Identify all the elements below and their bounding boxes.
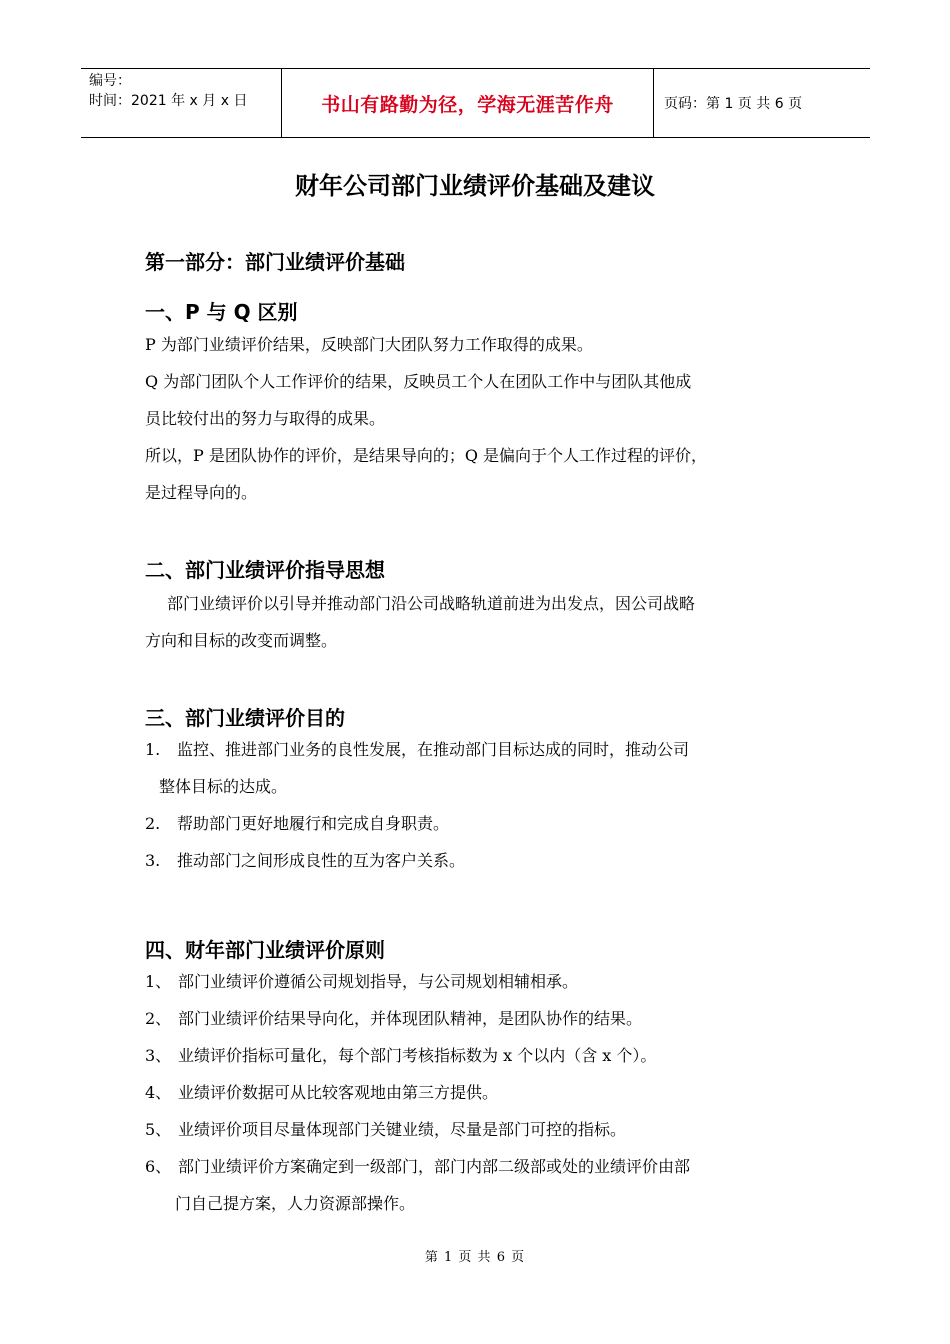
section2-line2: 方向和目标的改变而调整。 — [145, 631, 338, 650]
list-item-continuation: 整体目标的达成。 — [159, 777, 288, 796]
list-item — [145, 963, 825, 1000]
list-item-continuation: 门自己提方案，人力资源部操作。 — [175, 1194, 416, 1213]
list-item — [145, 1000, 825, 1037]
list-item — [145, 731, 825, 768]
header-page-cell — [654, 69, 870, 137]
list-item-number: 6、 — [145, 1157, 172, 1176]
list-item-number: 3、 — [145, 1046, 172, 1065]
list-item — [145, 1037, 825, 1074]
section1-p3-line1: 所以，P 是团队协作的评价，是结果导向的；Q 是偏向于个人工作过程的评价， — [145, 446, 708, 465]
list-item — [145, 1148, 825, 1185]
document-header — [81, 68, 870, 138]
section3-heading: 三、部门业绩评价目的 — [145, 706, 345, 730]
document-title: 财年公司部门业绩评价基础及建议 — [295, 172, 655, 200]
list-item-number: 3. — [145, 851, 161, 870]
section1-p1: P 为部门业绩评价结果，反映部门大团队努力工作取得的成果。 — [145, 335, 593, 354]
section1-p2-line2: 员比较付出的努力与取得的成果。 — [145, 409, 386, 428]
list-item-number: 2、 — [145, 1009, 172, 1028]
list-item-number: 2. — [145, 814, 161, 833]
page-footer: 第 1 页 共 6 页 — [424, 1250, 526, 1265]
section2-heading: 二、部门业绩评价指导思想 — [145, 558, 385, 582]
list-item-text: 帮助部门更好地履行和完成自身职责。 — [177, 814, 450, 833]
list-item-number: 5、 — [145, 1120, 172, 1139]
list-item-text: 部门业绩评价结果导向化，并体现团队精神，是团队协作的结果。 — [178, 1009, 643, 1028]
section4-heading: 四、财年部门业绩评价原则 — [145, 938, 385, 962]
section1-p3-line2: 是过程导向的。 — [145, 483, 258, 502]
page-label: 页码：第 1 页 共 6 页 — [664, 96, 803, 112]
motto: 书山有路勤为径，学海无涯苦作舟 — [321, 93, 614, 116]
list-item — [145, 1074, 825, 1111]
list-item-text: 业绩评价指标可量化，每个部门考核指标数为 x 个以内（含 x 个）。 — [178, 1046, 657, 1065]
section2-paragraph — [145, 585, 825, 659]
list-item — [145, 1111, 825, 1148]
list-item-number: 1. — [145, 740, 161, 759]
list-item-text: 部门业绩评价方案确定到一级部门，部门内部二级部或处的业绩评价由部 — [178, 1157, 691, 1176]
list-item-number: 4、 — [145, 1083, 172, 1102]
time-label: 时间：2021 年 x 月 x 日 — [89, 93, 248, 109]
list-item-text: 推动部门之间形成良性的互为客户关系。 — [177, 851, 466, 870]
list-item-text: 业绩评价数据可从比较客观地由第三方提供。 — [178, 1083, 499, 1102]
list-item-number: 1、 — [145, 972, 172, 991]
header-meta — [81, 69, 281, 137]
list-item — [145, 805, 825, 842]
section2-line1: 部门业绩评价以引导并推动部门沿公司战略轨道前进为出发点，因公司战略 — [167, 594, 696, 613]
serial-label: 编号： — [89, 73, 131, 89]
section1-heading: 一、P 与 Q 区别 — [145, 300, 298, 324]
section1-paragraph — [145, 326, 825, 511]
header-motto-cell — [281, 69, 654, 137]
section1-p2-line1: Q 为部门团队个人工作评价的结果，反映员工个人在团队工作中与团队其他成 — [145, 372, 692, 391]
list-item — [145, 842, 825, 879]
list-item-text: 部门业绩评价遵循公司规划指导，与公司规划相辅相承。 — [178, 972, 579, 991]
list-item-text: 业绩评价项目尽量体现部门关键业绩，尽量是部门可控的指标。 — [178, 1120, 627, 1139]
list-item-text: 监控、推进部门业务的良性发展，在推动部门目标达成的同时，推动公司 — [177, 740, 690, 759]
part-heading: 第一部分：部门业绩评价基础 — [145, 250, 405, 274]
